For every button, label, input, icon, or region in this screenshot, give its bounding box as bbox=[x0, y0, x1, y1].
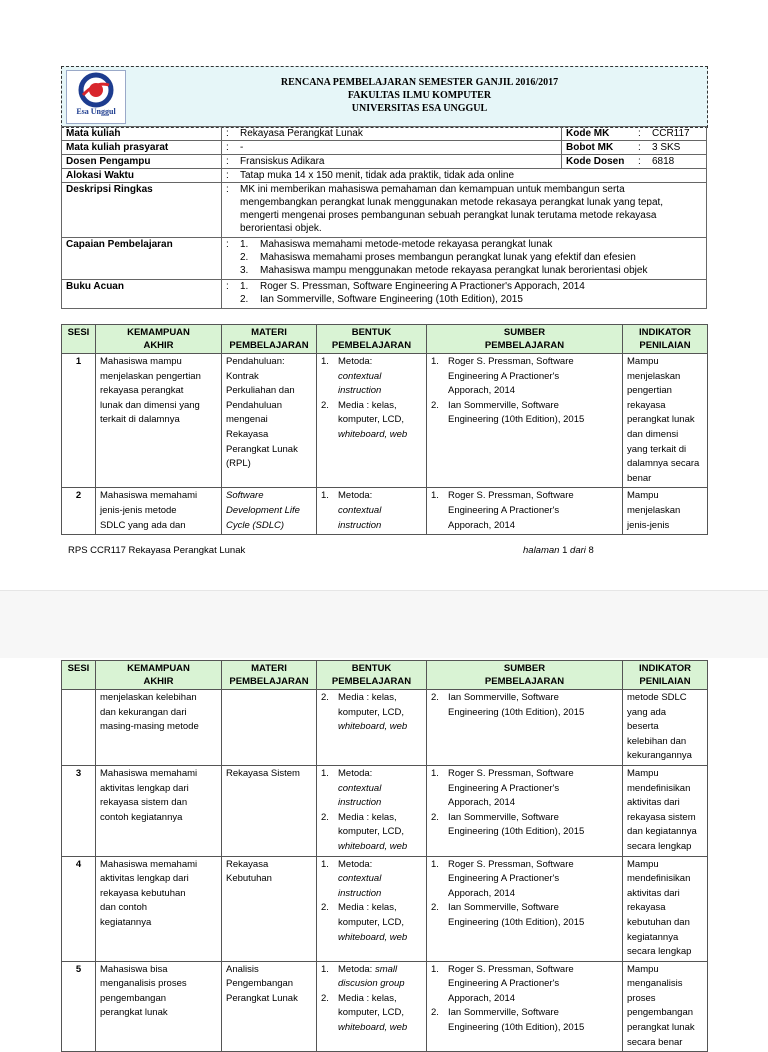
list-item bbox=[321, 963, 422, 992]
info-row-deskripsi bbox=[62, 183, 707, 238]
text-line: whiteboard, web bbox=[338, 428, 408, 440]
cell-materi bbox=[222, 961, 317, 1052]
text-line: Development Life bbox=[226, 504, 300, 516]
list-number: 1. bbox=[431, 356, 439, 367]
header-sesi: SESI bbox=[62, 661, 96, 690]
text-line: pengembangan bbox=[627, 1007, 694, 1019]
info-row-prasyarat bbox=[62, 141, 707, 155]
text-line: Kontrak bbox=[226, 370, 259, 382]
list bbox=[321, 963, 422, 1036]
list-item bbox=[431, 963, 618, 1007]
cell-kemampuan bbox=[96, 354, 222, 488]
text-line: menganalisis bbox=[627, 978, 683, 990]
text-line: rekayasa bbox=[627, 902, 666, 914]
list bbox=[321, 355, 422, 443]
text-line: komputer, LCD, bbox=[338, 414, 404, 426]
header-kemampuan: KEMAMPUAN AKHIR bbox=[96, 661, 222, 690]
text-line: Mampu bbox=[627, 767, 659, 779]
cell-sesi: 4 bbox=[62, 856, 96, 961]
text-line: komputer, LCD, bbox=[338, 916, 404, 928]
text-line: aktivitas dari bbox=[627, 797, 680, 809]
text-line: yang ada bbox=[627, 706, 667, 718]
list-number: 1. bbox=[431, 490, 439, 502]
list-item bbox=[321, 811, 422, 855]
cell-sesi: 2 bbox=[62, 488, 96, 535]
header-sesi: SESI bbox=[62, 325, 96, 354]
text-line: dan kekurangan dari bbox=[100, 706, 187, 718]
document-header bbox=[61, 66, 708, 128]
list-item bbox=[321, 489, 422, 533]
cell-bentuk bbox=[317, 961, 427, 1052]
text-line: Engineering (10th Edition), 2015 bbox=[448, 1022, 585, 1034]
text-line: beserta bbox=[627, 721, 659, 733]
cell-indikator bbox=[623, 488, 708, 535]
text-line: whiteboard, web bbox=[338, 1022, 408, 1034]
info-side: Kode MK : CCR117 bbox=[562, 127, 707, 141]
university-logo bbox=[66, 70, 126, 124]
cell-sumber bbox=[427, 961, 623, 1052]
text-line: Roger S. Pressman, Software bbox=[448, 490, 574, 502]
text-line: instruction bbox=[338, 385, 382, 397]
text-line: mendefinisikan bbox=[627, 782, 691, 794]
cell-materi bbox=[222, 765, 317, 856]
text-line: whiteboard, web bbox=[338, 840, 408, 852]
cell-sesi bbox=[62, 690, 96, 766]
title-line: RENCANA PEMBELAJARAN SEMESTER GANJIL 2016/2017 bbox=[280, 77, 559, 88]
info-label: Buku Acuan bbox=[62, 280, 222, 309]
cell-indikator bbox=[623, 856, 708, 961]
title-line: FAKULTAS ILMU KOMPUTER bbox=[347, 90, 492, 101]
list-number: 2. bbox=[321, 399, 329, 411]
list-number: 1. bbox=[431, 963, 439, 975]
cell-materi bbox=[222, 856, 317, 961]
info-value: : MK ini memberikan mahasiswa pemahaman dan kemampuan untuk membangun serta mengembangkan perangkat lunak menggunakan metode rekasaya perangkat lunak yang tepat, mengerti mengenai proses pembangunan sebuah perangkat lunak terutama metode rekayasa berorientasi objek. bbox=[222, 183, 707, 238]
text-line: Roger S. Pressman, Software bbox=[448, 963, 574, 975]
list-item bbox=[431, 355, 618, 399]
list-number: 2. bbox=[431, 399, 439, 411]
cell-materi bbox=[222, 488, 317, 535]
list-number: 1. bbox=[321, 767, 329, 779]
text-line: Pendahuluan: bbox=[226, 356, 285, 367]
text-line: dan dimensi bbox=[627, 428, 679, 440]
cell-sumber bbox=[427, 354, 623, 488]
text-line: dan kegiatannya bbox=[627, 826, 697, 838]
list-item bbox=[321, 355, 422, 399]
text-line: jenis-jenis bbox=[627, 519, 670, 531]
info-label: Mata kuliah bbox=[62, 127, 222, 141]
cell-sumber bbox=[427, 488, 623, 535]
table-row bbox=[62, 961, 708, 1052]
info-row-alokasi bbox=[62, 169, 707, 183]
info-side: Bobot MK : 3 SKS bbox=[562, 141, 707, 155]
info-label: Dosen Pengampu bbox=[62, 155, 222, 169]
course-info-table bbox=[61, 126, 707, 309]
text-line: masing-masing metode bbox=[100, 721, 199, 733]
cell-kemampuan bbox=[96, 488, 222, 535]
list-item bbox=[321, 901, 422, 945]
list-number: 2. bbox=[431, 902, 439, 914]
list-number: 1. bbox=[431, 767, 439, 779]
text-line: lunak dan dimensi yang bbox=[100, 399, 200, 411]
list-number: 2. bbox=[321, 692, 329, 703]
info-side: Kode Dosen : 6818 bbox=[562, 155, 707, 169]
title-line: UNIVERSITAS ESA UNGGUL bbox=[351, 103, 488, 114]
text-line: metode SDLC bbox=[627, 692, 687, 703]
text-line: Mahasiswa memahami bbox=[100, 490, 198, 502]
text-line: rekayasa sistem dan bbox=[100, 797, 188, 809]
cell-kemampuan bbox=[96, 961, 222, 1052]
text-line: Engineering (10th Edition), 2015 bbox=[448, 916, 585, 928]
text-line: Metoda: small bbox=[338, 963, 398, 975]
cell-materi bbox=[222, 354, 317, 488]
text-line: (RPL) bbox=[226, 458, 251, 470]
logo-text: Esa Unggul bbox=[76, 107, 116, 116]
text-line: Cycle (SDLC) bbox=[226, 519, 285, 531]
header-materi: MATERI PEMBELAJARAN bbox=[222, 325, 317, 354]
text-line: kegiatannya bbox=[100, 916, 152, 928]
list bbox=[321, 858, 422, 946]
text-line: komputer, LCD, bbox=[338, 826, 404, 838]
table-row bbox=[62, 856, 708, 961]
list-number: 2. bbox=[431, 1007, 439, 1019]
text-line: secara benar bbox=[627, 1036, 683, 1048]
text-line: Ian Sommerville, Software bbox=[448, 902, 559, 914]
cell-kemampuan bbox=[96, 765, 222, 856]
text-line: menjelaskan kelebihan bbox=[100, 692, 197, 703]
list-number: 2. bbox=[431, 692, 439, 703]
list-item bbox=[431, 1006, 618, 1035]
text-line: contextual bbox=[338, 873, 382, 885]
list-item bbox=[321, 399, 422, 443]
table-row bbox=[62, 354, 708, 488]
cell-sesi: 5 bbox=[62, 961, 96, 1052]
text-line: Ian Sommerville, Software bbox=[448, 399, 559, 411]
text-line: Metoda: bbox=[338, 356, 373, 367]
list-number: 2. bbox=[321, 811, 329, 823]
text-line: Mampu bbox=[627, 490, 659, 502]
text-line: Mahasiswa mampu bbox=[100, 356, 182, 367]
list-item bbox=[321, 992, 422, 1036]
text-line: Perangkat Lunak bbox=[226, 992, 298, 1004]
text-line: Engineering A Practioner's bbox=[448, 504, 560, 516]
text-line: rekayasa perangkat bbox=[100, 385, 184, 397]
text-line: Apporach, 2014 bbox=[448, 385, 516, 397]
text-line: Engineering A Practioner's bbox=[448, 873, 560, 885]
info-row-buku bbox=[62, 280, 707, 309]
info-row-dosen bbox=[62, 155, 707, 169]
header-materi: MATERI PEMBELAJARAN bbox=[222, 661, 317, 690]
info-value: : 1. Mahasiswa memahami metode-metode rekayasa perangkat lunak 2. Mahasiswa memahami proses membangun perangkat lunak yang efektif dan efesien 3. Mahasiswa mampu menggunakan metode rekayasa perangkat lunak berorientasi objek bbox=[222, 238, 707, 280]
cell-kemampuan bbox=[96, 856, 222, 961]
text-line: Rekayasa Sistem bbox=[226, 767, 300, 779]
text-line: discusion group bbox=[338, 978, 405, 990]
text-line: contextual bbox=[338, 370, 382, 382]
text-line: Media : kelas, bbox=[338, 811, 397, 823]
cell-indikator bbox=[623, 690, 708, 766]
text-line: rekayasa sistem bbox=[627, 811, 696, 823]
text-line: Media : kelas, bbox=[338, 692, 397, 703]
list-number: 1. bbox=[321, 963, 329, 975]
text-line: yang terkait di bbox=[627, 443, 687, 455]
info-label: Mata kuliah prasyarat bbox=[62, 141, 222, 155]
list-number: 1. bbox=[321, 858, 329, 870]
text-line: Analisis bbox=[226, 963, 259, 975]
text-line: kegiatannya bbox=[627, 931, 679, 943]
text-line: mengenai bbox=[226, 414, 268, 426]
text-line: Engineering A Practioner's bbox=[448, 782, 560, 794]
list-item bbox=[431, 691, 618, 720]
cell-indikator bbox=[623, 765, 708, 856]
text-line: Engineering (10th Edition), 2015 bbox=[448, 826, 585, 838]
text-line: pengembangan bbox=[100, 992, 167, 1004]
text-line: dan contoh bbox=[100, 902, 148, 914]
list bbox=[431, 691, 618, 720]
table-row bbox=[62, 488, 708, 535]
text-line: Apporach, 2014 bbox=[448, 992, 516, 1004]
text-line: kebutuhan dan bbox=[627, 916, 690, 928]
list-item bbox=[431, 489, 618, 533]
logo-emblem-icon bbox=[79, 73, 113, 107]
text-line: perangkat lunak bbox=[627, 1022, 695, 1034]
text-line: contextual bbox=[338, 504, 382, 516]
text-line: Metoda: bbox=[338, 490, 373, 502]
text-line: Mampu bbox=[627, 356, 659, 367]
info-value: : 1. Roger S. Pressman, Software Engineering A Practioner's Apporach, 2014 2. Ian Sommerville, Software Engineering (10th Edition), 2015 bbox=[222, 280, 707, 309]
text-line: menjelaskan pengertian bbox=[100, 370, 201, 382]
list-item bbox=[321, 767, 422, 811]
text-line: Mampu bbox=[627, 963, 659, 975]
table-row bbox=[62, 765, 708, 856]
info-value: : Rekayasa Perangkat Lunak bbox=[222, 127, 562, 141]
list bbox=[321, 489, 422, 533]
list-number: 1. bbox=[431, 858, 439, 870]
cell-bentuk bbox=[317, 856, 427, 961]
text-line: instruction bbox=[338, 887, 382, 899]
text-line: Ian Sommerville, Software bbox=[448, 811, 559, 823]
text-line: Mahasiswa memahami bbox=[100, 858, 198, 870]
header-bentuk: BENTUK PEMBELAJARAN bbox=[317, 325, 427, 354]
session-table bbox=[61, 660, 708, 1052]
text-line: mendefinisikan bbox=[627, 873, 691, 885]
list-number: 2. bbox=[431, 811, 439, 823]
header-kemampuan: KEMAMPUAN AKHIR bbox=[96, 325, 222, 354]
text-line: proses bbox=[627, 992, 656, 1004]
text-line: dalamnya secara bbox=[627, 458, 700, 470]
text-line: rekayasa bbox=[627, 399, 666, 411]
document-title bbox=[132, 76, 707, 115]
cell-sumber bbox=[427, 690, 623, 766]
header-sumber: SUMBER PEMBELAJARAN bbox=[427, 325, 623, 354]
list-item bbox=[431, 811, 618, 840]
text-line: Apporach, 2014 bbox=[448, 519, 516, 531]
info-value: : Fransiskus Adikara bbox=[222, 155, 562, 169]
list-number: 2. bbox=[321, 902, 329, 914]
text-line: Apporach, 2014 bbox=[448, 887, 516, 899]
list-item bbox=[431, 399, 618, 428]
cell-sumber bbox=[427, 856, 623, 961]
list bbox=[431, 858, 618, 931]
cell-sumber bbox=[427, 765, 623, 856]
text-line: Roger S. Pressman, Software bbox=[448, 858, 574, 870]
text-line: aktivitas lengkap dari bbox=[100, 782, 189, 794]
list bbox=[321, 691, 422, 735]
list bbox=[431, 963, 618, 1036]
text-line: Pengembangan bbox=[226, 978, 294, 990]
text-line: SDLC yang ada dan bbox=[100, 519, 186, 531]
text-line: Mahasiswa bisa bbox=[100, 963, 168, 975]
table-header-row bbox=[62, 661, 708, 690]
header-bentuk: BENTUK PEMBELAJARAN bbox=[317, 661, 427, 690]
text-line: Kebutuhan bbox=[226, 873, 272, 885]
text-line: whiteboard, web bbox=[338, 931, 408, 943]
list-number: 1. bbox=[321, 356, 329, 367]
text-line: aktivitas lengkap dari bbox=[100, 873, 189, 885]
text-line: menjelaskan bbox=[627, 504, 681, 516]
text-line: Perkuliahan dan bbox=[226, 385, 295, 397]
text-line: Apporach, 2014 bbox=[448, 797, 516, 809]
text-line: komputer, LCD, bbox=[338, 706, 404, 718]
footer-course: RPS CCR117 Rekayasa Perangkat Lunak bbox=[68, 545, 246, 556]
text-line: jenis-jenis metode bbox=[100, 504, 177, 516]
cell-kemampuan bbox=[96, 690, 222, 766]
cell-bentuk bbox=[317, 765, 427, 856]
info-row-capaian bbox=[62, 238, 707, 280]
text-line: Roger S. Pressman, Software bbox=[448, 767, 574, 779]
text-line: Media : kelas, bbox=[338, 992, 397, 1004]
text-line: Roger S. Pressman, Software bbox=[448, 356, 574, 367]
header-indikator: INDIKATOR PENILAIAN bbox=[623, 325, 708, 354]
cell-indikator bbox=[623, 354, 708, 488]
header-indikator: INDIKATOR PENILAIAN bbox=[623, 661, 708, 690]
cell-sesi: 3 bbox=[62, 765, 96, 856]
list bbox=[431, 489, 618, 533]
list-item bbox=[431, 858, 618, 902]
list bbox=[431, 767, 618, 840]
text-line: kelebihan dan bbox=[627, 735, 687, 747]
text-line: rekayasa kebutuhan bbox=[100, 887, 186, 899]
text-line: whiteboard, web bbox=[338, 721, 408, 733]
info-label: Capaian Pembelajaran bbox=[62, 238, 222, 280]
text-line: perangkat lunak bbox=[100, 1007, 168, 1019]
info-value: : Tatap muka 14 x 150 menit, tidak ada praktik, tidak ada online bbox=[222, 169, 707, 183]
text-line: benar bbox=[627, 472, 652, 484]
text-line: Mampu bbox=[627, 858, 659, 870]
text-line: contextual bbox=[338, 782, 382, 794]
list-item bbox=[431, 767, 618, 811]
text-line: terkait di dalamnya bbox=[100, 414, 180, 426]
text-line: Metoda: bbox=[338, 767, 373, 779]
session-table bbox=[61, 324, 708, 535]
text-line: Software bbox=[226, 490, 264, 502]
cell-bentuk bbox=[317, 354, 427, 488]
list-item bbox=[321, 691, 422, 735]
text-line: menganalisis proses bbox=[100, 978, 187, 990]
list-number: 1. bbox=[321, 490, 329, 502]
header-sumber: SUMBER PEMBELAJARAN bbox=[427, 661, 623, 690]
list-item bbox=[321, 858, 422, 902]
text-line: Engineering A Practioner's bbox=[448, 370, 560, 382]
cell-indikator bbox=[623, 961, 708, 1052]
cell-bentuk bbox=[317, 488, 427, 535]
text-line: Mahasiswa memahami bbox=[100, 767, 198, 779]
text-line: secara lengkap bbox=[627, 946, 692, 958]
text-line: instruction bbox=[338, 519, 382, 531]
cell-sesi: 1 bbox=[62, 354, 96, 488]
list bbox=[321, 767, 422, 855]
list-item bbox=[431, 901, 618, 930]
text-line: kekurangannya bbox=[627, 750, 692, 762]
text-line: Perangkat Lunak bbox=[226, 443, 298, 455]
text-line: Media : kelas, bbox=[338, 902, 397, 914]
cell-materi bbox=[222, 690, 317, 766]
cell-bentuk bbox=[317, 690, 427, 766]
text-line: Pendahuluan bbox=[226, 399, 282, 411]
text-line: secara lengkap bbox=[627, 840, 692, 852]
list bbox=[431, 355, 618, 428]
page-gap bbox=[0, 590, 768, 660]
table-header-row bbox=[62, 325, 708, 354]
table-row bbox=[62, 690, 708, 766]
info-row-mata-kuliah bbox=[62, 127, 707, 141]
text-line: Media : kelas, bbox=[338, 399, 397, 411]
text-line: menjelaskan bbox=[627, 370, 681, 382]
text-line: Engineering A Practioner's bbox=[448, 978, 560, 990]
info-label: Alokasi Waktu bbox=[62, 169, 222, 183]
text-line: contoh kegiatannya bbox=[100, 811, 183, 823]
text-line: instruction bbox=[338, 797, 382, 809]
text-line: Rekayasa bbox=[226, 858, 269, 870]
document-page-2 bbox=[0, 658, 768, 1048]
list-number: 2. bbox=[321, 992, 329, 1004]
text-line: perangkat lunak bbox=[627, 414, 695, 426]
text-line: aktivitas dari bbox=[627, 887, 680, 899]
text-line: pengertian bbox=[627, 385, 672, 397]
text-line: Engineering (10th Edition), 2015 bbox=[448, 706, 585, 718]
info-value: : - bbox=[222, 141, 562, 155]
text-line: Rekayasa bbox=[226, 428, 269, 440]
text-line: Engineering (10th Edition), 2015 bbox=[448, 414, 585, 426]
footer-page-number: halaman 1 dari 8 bbox=[523, 545, 594, 556]
text-line: Ian Sommerville, Software bbox=[448, 1007, 559, 1019]
text-line: Ian Sommerville, Software bbox=[448, 692, 559, 703]
info-label: Deskripsi Ringkas bbox=[62, 183, 222, 238]
text-line: Metoda: bbox=[338, 858, 373, 870]
text-line: komputer, LCD, bbox=[338, 1007, 404, 1019]
